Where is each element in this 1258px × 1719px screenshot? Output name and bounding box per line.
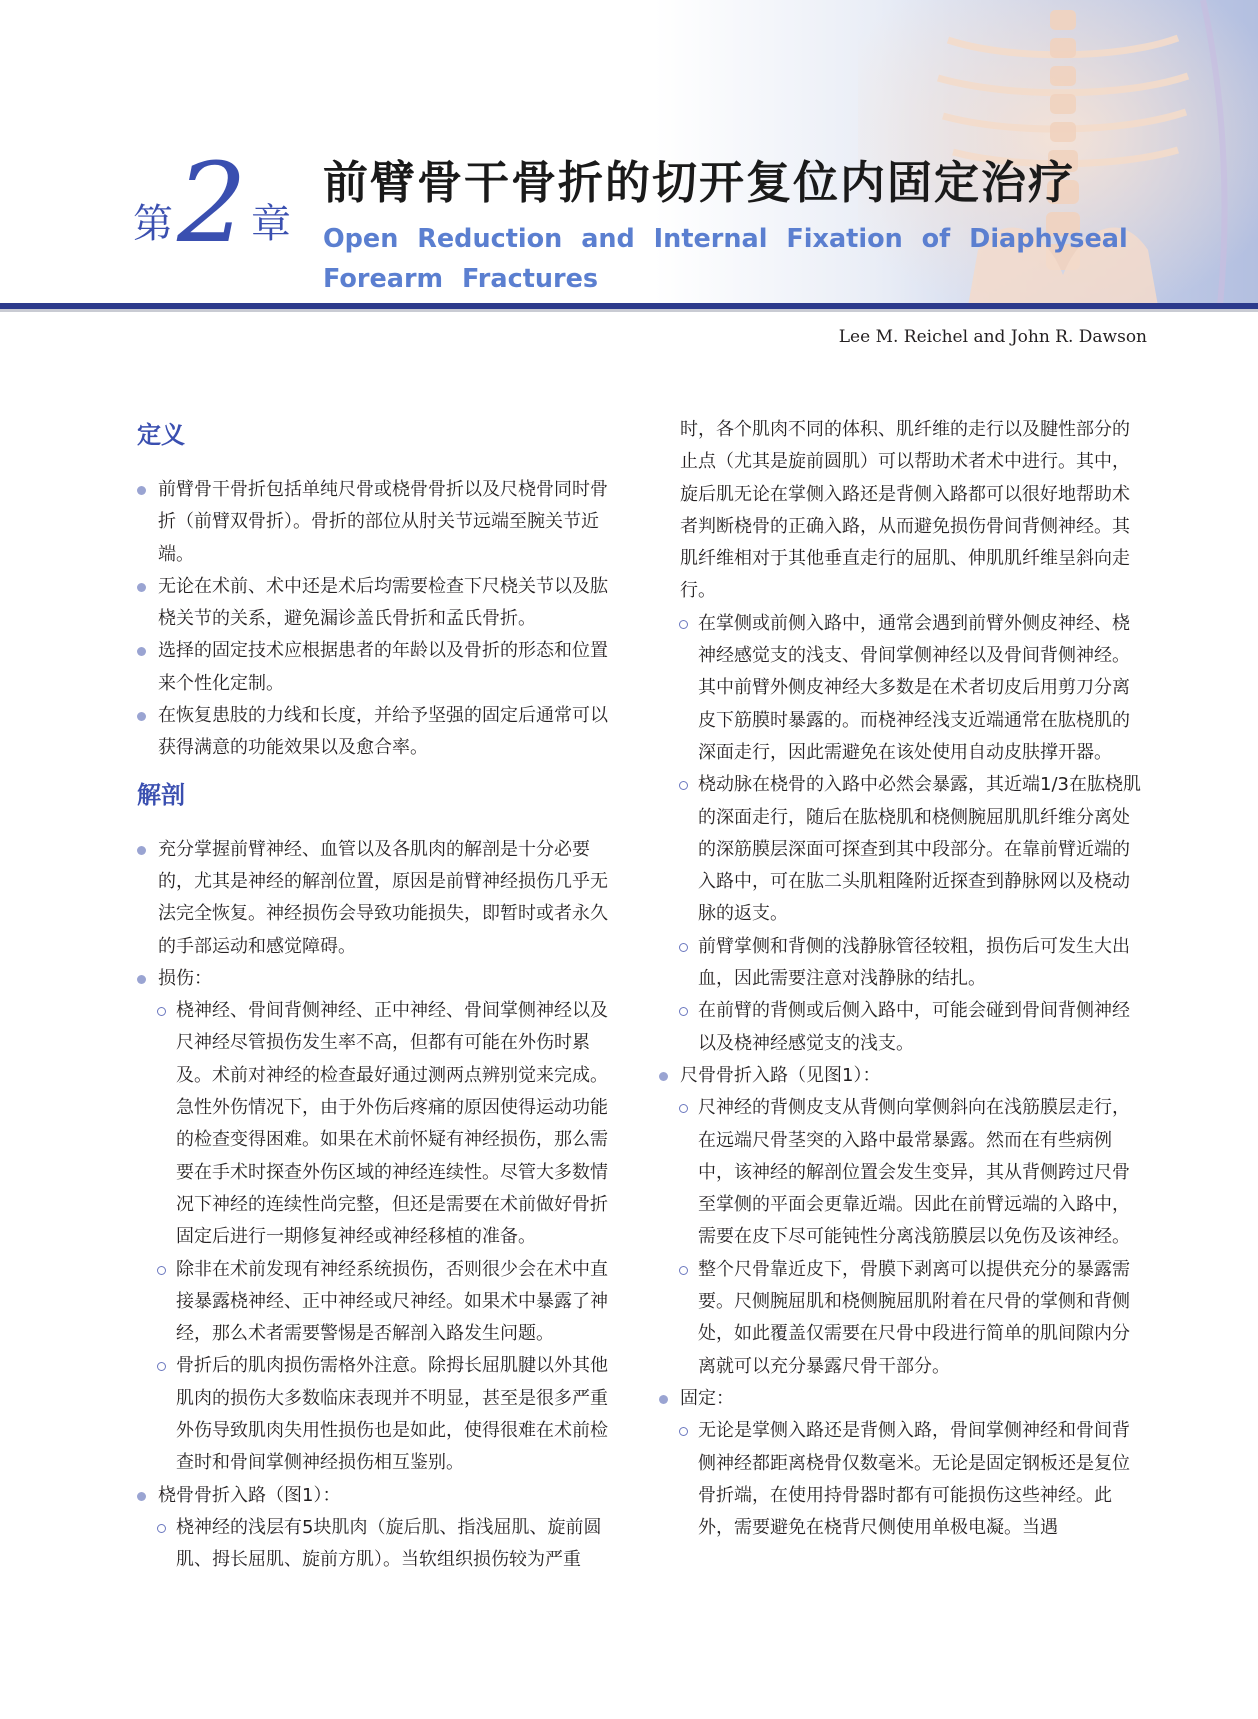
hollow-circle-icon bbox=[157, 1362, 166, 1371]
bullet-dot-icon bbox=[137, 583, 146, 592]
chapter-title-english: Open Reduction and Internal Fixation of Diaphyseal Forearm Fractures bbox=[323, 224, 1128, 294]
sub-bullet-text: 前臂掌侧和背侧的浅静脉管径较粗，损伤后可发生大出血，因此需要注意对浅静脉的结扎。 bbox=[698, 935, 1130, 990]
sub-bullet-item bbox=[659, 1415, 1144, 1544]
sub-bullet-item bbox=[659, 1092, 1144, 1253]
bullet-text: 充分掌握前臂神经、血管以及各肌肉的解剖是十分必要的，尤其是神经的解剖位置，原因是前臂神经损伤几乎无法完全恢复。神经损伤会导致功能损失，即暂时或者永久的手部运动和感觉障碍。 bbox=[158, 838, 608, 957]
bullet-dot-icon bbox=[659, 1072, 668, 1081]
bullet-text: 桡骨骨折入路（图1）： bbox=[158, 1484, 341, 1506]
chapter-title-chinese: 前臂骨干骨折的切开复位内固定治疗 bbox=[323, 156, 1076, 209]
right-column bbox=[659, 414, 1144, 1544]
bullet-dot-icon bbox=[137, 486, 146, 495]
sub-bullet-text: 整个尺骨靠近皮下，骨膜下剥离可以提供充分的暴露需要。尺侧腕屈肌和桡侧腕屈肌附着在尺骨的掌侧和背侧处，如此覆盖仅需要在尺骨中段进行简单的肌间隙内分离就可以充分暴露尺骨干部分。 bbox=[698, 1258, 1130, 1377]
section-heading-definition: 定义 bbox=[137, 421, 185, 449]
hollow-circle-icon bbox=[679, 1427, 688, 1436]
bullet-text: 无论在术前、术中还是术后均需要检查下尺桡关节以及肱桡关节的关系，避免漏诊盖氏骨折和孟氏骨折。 bbox=[158, 575, 608, 630]
continued-paragraph: 时，各个肌肉不同的体积、肌纤维的走行以及腱性部分的止点（尤其是旋前圆肌）可以帮助术者术中进行。其中，旋后肌无论在掌侧入路还是背侧入路都可以很好地帮助术者判断桡骨的正确入路，从而避免损伤骨间背侧神经。其肌纤维相对于其他垂直走行的屈肌、伸肌肌纤维呈斜向走行。 bbox=[680, 419, 1130, 602]
chapter-prefix: 第 bbox=[133, 201, 173, 247]
chapter-header-band bbox=[0, 0, 1258, 306]
bullet-text: 损伤： bbox=[158, 967, 212, 989]
chapter-number-label bbox=[133, 138, 291, 267]
bullet-dot-icon bbox=[137, 647, 146, 656]
bullet-item bbox=[137, 963, 622, 995]
bullet-text: 前臂骨干骨折包括单纯尺骨或桡骨骨折以及尺桡骨同时骨折（前臂双骨折）。骨折的部位从肘关节远端至腕关节近端。 bbox=[158, 479, 608, 565]
bullet-dot-icon bbox=[137, 712, 146, 721]
sub-bullet-item bbox=[659, 608, 1144, 769]
sub-bullet-item bbox=[659, 931, 1144, 996]
sub-bullet-item bbox=[659, 769, 1144, 930]
sub-bullet-item bbox=[137, 995, 622, 1253]
sub-bullet-text: 尺神经的背侧皮支从背侧向掌侧斜向在浅筋膜层走行，在远端尺骨茎突的入路中最常暴露。然而在有些病例中，该神经的解剖位置会发生变异，其从背侧跨过尺骨至掌侧的平面会更靠近端。因此在前臂远端的入路中，需要在皮下尽可能钝性分离浅筋膜层以免伤及该神经。 bbox=[698, 1097, 1130, 1248]
section-heading-anatomy: 解剖 bbox=[137, 780, 185, 809]
bullet-item bbox=[659, 1383, 1144, 1415]
sub-bullet-item bbox=[137, 1254, 622, 1351]
bullet-item bbox=[137, 571, 622, 636]
hollow-circle-icon bbox=[679, 1266, 688, 1275]
sub-bullet-text: 无论是掌侧入路还是背侧入路，骨间掌侧神经和骨间背侧神经都距离桡骨仅数毫米。无论是固定钢板还是复位骨折端，在使用持骨器时都有可能损伤这些神经。此外，需要避免在桡背尺侧使用单极电凝。当遇 bbox=[698, 1420, 1130, 1539]
bullet-item bbox=[137, 474, 622, 571]
bullet-text: 选择的固定技术应根据患者的年龄以及骨折的形态和位置来个性化定制。 bbox=[158, 640, 608, 694]
bullet-item bbox=[137, 635, 622, 700]
header-divider-shadow bbox=[0, 309, 1258, 312]
sub-bullet-item bbox=[137, 1512, 622, 1577]
bullet-dot-icon bbox=[659, 1395, 668, 1404]
bullet-text: 固定： bbox=[680, 1387, 734, 1409]
bullet-item bbox=[659, 1060, 1144, 1092]
sub-bullet-text: 除非在术前发现有神经系统损伤，否则很少会在术中直接暴露桡神经、正中神经或尺神经。如果术中暴露了神经，那么术者需要警惕是否解剖入路发生问题。 bbox=[176, 1258, 608, 1345]
left-column bbox=[137, 423, 622, 1577]
bullet-item bbox=[137, 834, 622, 963]
hollow-circle-icon bbox=[157, 1007, 166, 1016]
bullet-item bbox=[137, 1480, 622, 1512]
bullet-dot-icon bbox=[137, 1492, 146, 1501]
bullet-item bbox=[137, 700, 622, 765]
chapter-number: 2 bbox=[177, 138, 247, 267]
chapter-suffix: 章 bbox=[251, 201, 291, 247]
sub-bullet-text: 桡动脉在桡骨的入路中必然会暴露，其近端1/3在肱桡肌的深面走行，随后在肱桡肌和桡侧腕屈肌肌纤维分离处的深筋膜层深面可探查到其中段部分。在靠前臂近端的入路中，可在肱二头肌粗隆附近探查到静脉网以及桡动脉的返支。 bbox=[698, 774, 1141, 925]
hollow-circle-icon bbox=[679, 943, 688, 952]
sub-bullet-item bbox=[659, 995, 1144, 1060]
hollow-circle-icon bbox=[157, 1524, 166, 1533]
sub-bullet-text: 在掌侧或前侧入路中，通常会遇到前臂外侧皮神经、桡神经感觉支的浅支、骨间掌侧神经以及骨间背侧神经。其中前臂外侧皮神经大多数是在术者切皮后用剪刀分离皮下筋膜时暴露的。而桡神经浅支近端通常在肱桡肌的深面走行，因此需避免在该处使用自动皮肤撑开器。 bbox=[698, 612, 1130, 763]
bullet-text: 尺骨骨折入路（见图1）： bbox=[680, 1064, 881, 1086]
sub-bullet-text: 在前臂的背侧或后侧入路中，可能会碰到骨间背侧神经以及桡神经感觉支的浅支。 bbox=[698, 1000, 1130, 1054]
hollow-circle-icon bbox=[679, 1104, 688, 1113]
hollow-circle-icon bbox=[679, 620, 688, 629]
sub-bullet-text: 骨折后的肌肉损伤需格外注意。除拇长屈肌腱以外其他肌肉的损伤大多数临床表现并不明显，甚至是很多严重外伤导致肌肉失用性损伤也是如此，使得很难在术前检查时和骨间掌侧神经损伤相互鉴别。 bbox=[176, 1355, 608, 1474]
sub-bullet-text: 桡神经的浅层有5块肌肉（旋后肌、指浅屈肌、旋前圆肌、拇长屈肌、旋前方肌）。当软组织损伤较为严重 bbox=[176, 1516, 602, 1571]
bullet-dot-icon bbox=[137, 846, 146, 855]
bullet-dot-icon bbox=[137, 975, 146, 984]
sub-bullet-item bbox=[659, 1254, 1144, 1383]
hollow-circle-icon bbox=[679, 1007, 688, 1016]
bullet-text: 在恢复患肢的力线和长度，并给予坚强的固定后通常可以获得满意的功能效果以及愈合率。 bbox=[158, 705, 608, 759]
sub-bullet-text: 桡神经、骨间背侧神经、正中神经、骨间掌侧神经以及尺神经尽管损伤发生率不高，但都有可能在外伤时累及。术前对神经的检查最好通过测两点辨别觉来完成。急性外伤情况下，由于外伤后疼痛的原因使得运动功能的检查变得困难。如果在术前怀疑有神经损伤，那么需要在手术时探查外伤区域的神经连续性。尽管大多数情况下神经的连续性尚完整，但还是需要在术前做好骨折固定后进行一期修复神经或神经移植的准备。 bbox=[176, 1000, 608, 1248]
hollow-circle-icon bbox=[157, 1266, 166, 1275]
sub-bullet-item bbox=[137, 1350, 622, 1479]
hollow-circle-icon bbox=[679, 781, 688, 790]
author-line: Lee M. Reichel and John R. Dawson bbox=[838, 327, 1147, 347]
